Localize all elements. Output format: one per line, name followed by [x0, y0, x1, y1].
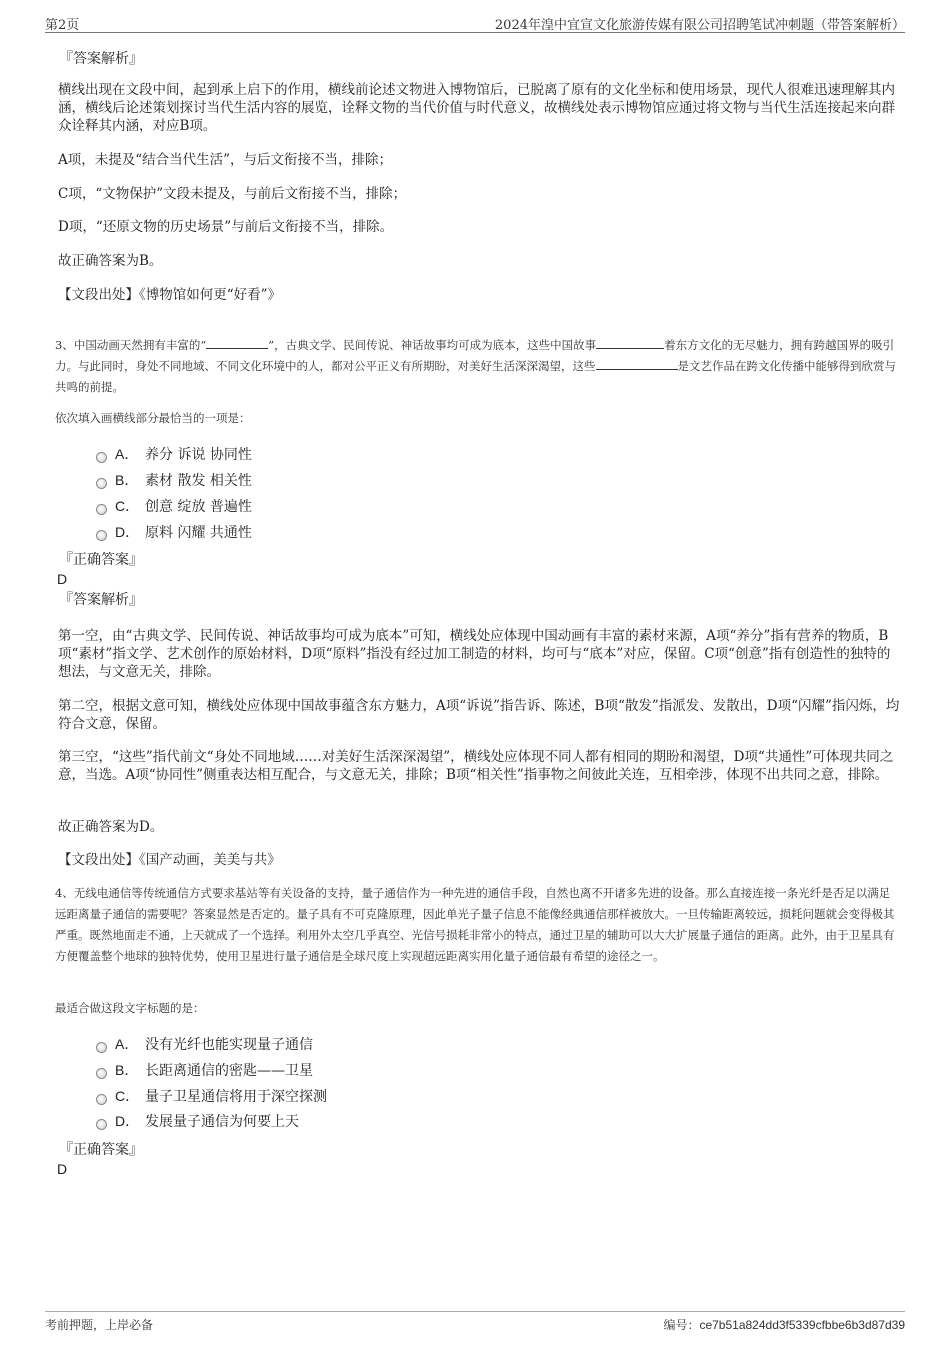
q3-stem-part4: 是文艺作品在跨文化传播中能够得到欣赏与共鸣的前提。 [55, 359, 896, 394]
radio-icon[interactable] [96, 1119, 107, 1130]
q3-option-b[interactable]: B． 素材 散发 相关性 [96, 470, 252, 490]
q2-analysis-option-a: A项，未提及“结合当代生活”，与后文衔接不当，排除； [58, 152, 393, 168]
document-id-label: 编号： [663, 1318, 700, 1332]
q2-source: 【文段出处】《博物馆如何更“好看”》 [58, 287, 282, 303]
q4-option-d[interactable]: D． 发展量子通信为何要上天 [96, 1111, 299, 1131]
document-id-value: ce7b51a824dd3f5339cfbbe6b3d87d39 [699, 1318, 905, 1332]
q3-analysis-blank1: 第一空，由“古典文学、民间传说、神话故事均可成为底本”可知，横线处应体现中国动画有丰富的素材来源，A项“养分”指有营养的物质，B项“素材”指文学、艺术创作的原始材料，D项“原料”指没有经过加工制造的材料，均可与“底本”对应，保留。C项“创意”指有创造性的独特的想法，与文意无关，排除。 [58, 628, 891, 680]
q3-stem-part3: 着东方文化的无尽魅力，拥有跨越国界的吸引力。与此同时，身处不同地域、不同文化环境中的人，都对公平正义有所期盼，对美好生活深深渴望，这些 [55, 338, 895, 373]
q2-analysis-label: 『答案解析』 [59, 51, 143, 67]
radio-icon[interactable] [96, 1042, 107, 1053]
q3-correct-answer: D [57, 571, 68, 587]
footer-slogan: 考前押题，上岸必备 [45, 1318, 154, 1332]
q3-instruction: 依次填入画横线部分最恰当的一项是： [55, 411, 251, 425]
q3-option-a[interactable]: A． 养分 诉说 协同性 [96, 444, 252, 464]
radio-icon[interactable] [96, 1068, 107, 1079]
document-title: 2024年湟中宜宣文化旅游传媒有限公司招聘笔试冲刺题（带答案解析） [494, 18, 905, 33]
q3-blank-1 [206, 336, 268, 349]
q4-correct-label: 『正确答案』 [59, 1142, 143, 1158]
q3-analysis-blank3: 第三空，“这些”指代前文“身处不同地域……对美好生活深深渴望”，横线处应体现不同人都有相同的期盼和渴望，D项“共通性”可体现共同之意，当选。A项“协同性”侧重表达相互配合，与文意无关，排除；B项“相关性”指事物之间彼此关连，互相牵涉，体现不出共同之意，排除。 [58, 749, 894, 783]
q3-option-d[interactable]: D． 原料 闪耀 共通性 [96, 522, 252, 542]
q3-stem [55, 335, 900, 398]
q2-conclusion: 故正确答案为B。 [58, 253, 163, 269]
q3-stem-part1: 3、中国动画天然拥有丰富的“ [55, 338, 207, 352]
q4-option-a[interactable]: A． 没有光纤也能实现量子通信 [96, 1034, 313, 1054]
radio-icon[interactable] [96, 478, 107, 489]
q3-blank-3 [596, 357, 678, 370]
q4-option-b[interactable]: B． 长距离通信的密匙——卫星 [96, 1060, 313, 1080]
q3-stem-part2: ”，古典文学、民间传说、神话故事均可成为底本，这些中国故事 [268, 338, 597, 352]
page-number: 第2页 [45, 18, 80, 33]
radio-icon[interactable] [96, 452, 107, 463]
q3-option-c[interactable]: C． 创意 绽放 普遍性 [96, 496, 252, 516]
page-footer [45, 1311, 905, 1336]
radio-icon[interactable] [96, 530, 107, 541]
document-id [663, 1316, 905, 1333]
q4-instruction: 最适合做这段文字标题的是： [55, 1001, 205, 1015]
q3-conclusion: 故正确答案为D。 [58, 819, 164, 835]
q3-source: 【文段出处】《国产动画，美美与共》 [58, 852, 281, 868]
q3-analysis-label: 『答案解析』 [59, 592, 143, 608]
radio-icon[interactable] [96, 1094, 107, 1105]
radio-icon[interactable] [96, 504, 107, 515]
q4-option-c[interactable]: C． 量子卫星通信将用于深空探测 [96, 1086, 327, 1106]
q3-blank-2 [596, 336, 664, 349]
q2-analysis-option-c: C项，“文物保护”文段未提及，与前后文衔接不当，排除； [58, 186, 407, 202]
q4-correct-answer: D [57, 1161, 68, 1177]
q3-correct-label: 『正确答案』 [59, 552, 143, 568]
q2-analysis-option-d: D项，“还原文物的历史场景”与前后文衔接不当，排除。 [58, 219, 394, 235]
q2-analysis-paragraph: 横线出现在文段中间，起到承上启下的作用，横线前论述文物进入博物馆后，已脱离了原有的文化坐标和使用场景，现代人很难迅速理解其内涵，横线后论述策划探讨当代生活内容的展览，诠释文物的当代价值与时代意义，故横线处表示博物馆应通过将文物与当代生活连接起来向群众诠释其内涵，对应B项。 [58, 82, 895, 134]
q4-stem: 4、无线电通信等传统通信方式要求基站等有关设备的支持，量子通信作为一种先进的通信手段，自然也离不开诸多先进的设备。那么直接连接一条光纤是否足以满足远距离量子通信的需要呢？答案显然是否定的。量子具有不可克隆原理，因此单光子量子信息不能像经典通信那样被放大。一旦传输距离较远，损耗问题就会变得极其严重。既然地面走不通，上天就成了一个选择。利用外太空几乎真空、光信号损耗非常小的特点，通过卫星的辅助可以大大扩展量子通信的距离。此外，由于卫星具有方便覆盖整个地球的独特优势，使用卫星进行量子通信是全球尺度上实现超远距离实用化量子通信最有希望的途径之一。 [55, 886, 895, 963]
page-header [45, 12, 905, 33]
q3-analysis-blank2: 第二空，根据文意可知，横线处应体现中国故事蕴含东方魅力，A项“诉说”指告诉、陈述，B项“散发”指派发、发散出，D项“闪耀”指闪烁，均符合文意，保留。 [58, 698, 900, 732]
